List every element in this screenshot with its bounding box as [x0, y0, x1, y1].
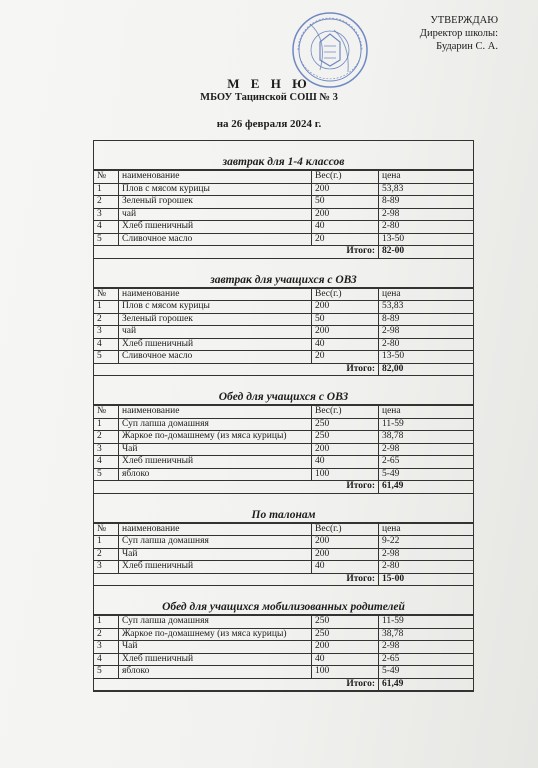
- table-row: [94, 221, 473, 234]
- column-header: №: [94, 288, 119, 301]
- table-cell: 2-98: [379, 326, 474, 339]
- table-cell: 11-59: [379, 418, 474, 431]
- table-cell: 1: [94, 183, 119, 196]
- table-cell: 5: [94, 468, 119, 481]
- approval-position: Директор школы:: [419, 28, 498, 39]
- section-title: завтрак для учащихся с ОВЗ: [94, 271, 473, 288]
- table-cell: Хлеб пшеничный: [119, 561, 312, 574]
- column-header: №: [94, 523, 119, 536]
- section-spacer: [94, 141, 473, 153]
- table-row: [94, 616, 473, 629]
- section-title: Обед для учащихся с ОВЗ: [94, 388, 473, 405]
- total-row: [94, 363, 473, 376]
- table-row: [94, 628, 473, 641]
- table-row: [94, 548, 473, 561]
- table-cell: чай: [119, 208, 312, 221]
- table-row: [94, 183, 473, 196]
- table-cell: Хлеб пшеничный: [119, 221, 312, 234]
- school-name: МБОУ Тацинской СОШ № 3: [200, 92, 338, 103]
- table-cell: 2: [94, 313, 119, 326]
- table-row: [94, 301, 473, 314]
- column-header: №: [94, 171, 119, 184]
- table-row: [94, 561, 473, 574]
- table-cell: 8-89: [379, 313, 474, 326]
- table-cell: 38,78: [379, 628, 474, 641]
- table-cell: 3: [94, 443, 119, 456]
- table-cell: 50: [312, 313, 379, 326]
- table-cell: Зеленый горошек: [119, 196, 312, 209]
- table-cell: 2-98: [379, 548, 474, 561]
- table-cell: 2-98: [379, 443, 474, 456]
- table-cell: 2-80: [379, 338, 474, 351]
- section-title: завтрак для 1-4 классов: [94, 153, 473, 170]
- total-value: 82-00: [379, 246, 474, 259]
- table-cell: 200: [312, 536, 379, 549]
- total-value: 61,49: [379, 678, 474, 691]
- section-spacer: [94, 376, 473, 388]
- section-spacer: [94, 259, 473, 271]
- table-header-row: [94, 288, 473, 301]
- table-cell: 2: [94, 196, 119, 209]
- column-header: наименование: [119, 288, 312, 301]
- table-cell: 8-89: [379, 196, 474, 209]
- table-cell: 200: [312, 548, 379, 561]
- table-cell: 250: [312, 616, 379, 629]
- table-cell: 200: [312, 183, 379, 196]
- total-label: Итого:: [94, 481, 379, 494]
- table-cell: 4: [94, 338, 119, 351]
- table-cell: Плов с мясом курицы: [119, 301, 312, 314]
- total-row: [94, 573, 473, 586]
- column-header: Вес(г.): [312, 523, 379, 536]
- table-cell: 2-65: [379, 653, 474, 666]
- table-cell: 2: [94, 548, 119, 561]
- table-row: [94, 641, 473, 654]
- column-header: цена: [379, 288, 474, 301]
- section-title: Обед для учащихся мобилизованных родителей: [94, 598, 473, 615]
- table-cell: 40: [312, 456, 379, 469]
- table-cell: Суп лапша домашняя: [119, 418, 312, 431]
- table-cell: 13-50: [379, 351, 474, 364]
- table-cell: Чай: [119, 443, 312, 456]
- table-cell: яблоко: [119, 666, 312, 679]
- column-header: Вес(г.): [312, 406, 379, 419]
- approval-block: [420, 14, 498, 53]
- table-cell: 38,78: [379, 431, 474, 444]
- column-header: цена: [379, 171, 474, 184]
- table-cell: Жаркое по-домашнему (из мяса курицы): [119, 431, 312, 444]
- table-row: [94, 196, 473, 209]
- table-cell: 2-98: [379, 208, 474, 221]
- column-header: №: [94, 406, 119, 419]
- table-cell: яблоко: [119, 468, 312, 481]
- total-row: [94, 678, 473, 691]
- table-row: [94, 431, 473, 444]
- table-cell: 20: [312, 233, 379, 246]
- menu-title: М Е Н Ю: [227, 76, 311, 91]
- table-cell: 250: [312, 431, 379, 444]
- table-row: [94, 666, 473, 679]
- total-row: [94, 481, 473, 494]
- table-cell: 40: [312, 653, 379, 666]
- table-cell: 40: [312, 561, 379, 574]
- column-header: наименование: [119, 523, 312, 536]
- table-cell: 5-49: [379, 468, 474, 481]
- table-cell: 100: [312, 666, 379, 679]
- total-row: [94, 246, 473, 259]
- table-row: [94, 443, 473, 456]
- section-table: [94, 523, 473, 587]
- section-table: [94, 170, 473, 259]
- table-cell: 1: [94, 616, 119, 629]
- total-label: Итого:: [94, 678, 379, 691]
- column-header: Вес(г.): [312, 288, 379, 301]
- column-header: цена: [379, 406, 474, 419]
- table-cell: Чай: [119, 548, 312, 561]
- table-cell: Чай: [119, 641, 312, 654]
- table-cell: 53,83: [379, 183, 474, 196]
- table-row: [94, 326, 473, 339]
- column-header: цена: [379, 523, 474, 536]
- table-cell: 20: [312, 351, 379, 364]
- table-cell: 2-65: [379, 456, 474, 469]
- table-cell: 200: [312, 641, 379, 654]
- table-cell: 2-98: [379, 641, 474, 654]
- table-cell: 1: [94, 301, 119, 314]
- table-cell: 3: [94, 326, 119, 339]
- approval-name: Бударин С. А.: [436, 41, 498, 52]
- section-table: [94, 615, 473, 691]
- table-row: [94, 456, 473, 469]
- table-header-row: [94, 171, 473, 184]
- table-row: [94, 208, 473, 221]
- section-title: По талонам: [94, 506, 473, 523]
- table-cell: 13-50: [379, 233, 474, 246]
- table-cell: Хлеб пшеничный: [119, 653, 312, 666]
- table-cell: Хлеб пшеничный: [119, 338, 312, 351]
- column-header: Вес(г.): [312, 171, 379, 184]
- section-spacer: [94, 494, 473, 506]
- table-cell: Плов с мясом курицы: [119, 183, 312, 196]
- table-cell: 4: [94, 456, 119, 469]
- total-value: 82,00: [379, 363, 474, 376]
- table-cell: чай: [119, 326, 312, 339]
- table-cell: 40: [312, 338, 379, 351]
- table-cell: Хлеб пшеничный: [119, 456, 312, 469]
- total-label: Итого:: [94, 246, 379, 259]
- table-cell: 4: [94, 653, 119, 666]
- menu-date: на 26 февраля 2024 г.: [216, 118, 322, 130]
- section-spacer: [94, 586, 473, 598]
- table-cell: Суп лапша домашняя: [119, 616, 312, 629]
- table-cell: 3: [94, 561, 119, 574]
- table-cell: 250: [312, 628, 379, 641]
- total-value: 61,49: [379, 481, 474, 494]
- table-cell: 3: [94, 208, 119, 221]
- table-cell: 9-22: [379, 536, 474, 549]
- table-cell: Сливочное масло: [119, 233, 312, 246]
- menu-table: [93, 140, 474, 692]
- column-header: наименование: [119, 406, 312, 419]
- table-cell: 5-49: [379, 666, 474, 679]
- table-cell: 200: [312, 208, 379, 221]
- table-cell: 2-80: [379, 561, 474, 574]
- table-cell: 2: [94, 628, 119, 641]
- table-row: [94, 468, 473, 481]
- table-header-row: [94, 406, 473, 419]
- table-cell: 2-80: [379, 221, 474, 234]
- table-row: [94, 351, 473, 364]
- section-table: [94, 288, 473, 377]
- table-row: [94, 338, 473, 351]
- table-row: [94, 418, 473, 431]
- table-cell: 2: [94, 431, 119, 444]
- table-cell: 5: [94, 233, 119, 246]
- approval-label: УТВЕРЖДАЮ: [430, 15, 498, 26]
- table-row: [94, 536, 473, 549]
- table-cell: 53,83: [379, 301, 474, 314]
- table-cell: 4: [94, 221, 119, 234]
- table-cell: 1: [94, 418, 119, 431]
- table-cell: 11-59: [379, 616, 474, 629]
- table-cell: 250: [312, 418, 379, 431]
- table-cell: Сливочное масло: [119, 351, 312, 364]
- table-cell: Зеленый горошек: [119, 313, 312, 326]
- table-row: [94, 233, 473, 246]
- table-cell: 200: [312, 443, 379, 456]
- table-cell: Суп лапша домашняя: [119, 536, 312, 549]
- table-cell: 50: [312, 196, 379, 209]
- total-label: Итого:: [94, 573, 379, 586]
- table-cell: 5: [94, 351, 119, 364]
- table-cell: 3: [94, 641, 119, 654]
- table-cell: Жаркое по-домашнему (из мяса курицы): [119, 628, 312, 641]
- table-cell: 200: [312, 301, 379, 314]
- total-label: Итого:: [94, 363, 379, 376]
- table-cell: 40: [312, 221, 379, 234]
- table-cell: 5: [94, 666, 119, 679]
- table-cell: 100: [312, 468, 379, 481]
- table-row: [94, 653, 473, 666]
- column-header: наименование: [119, 171, 312, 184]
- table-cell: 1: [94, 536, 119, 549]
- table-row: [94, 313, 473, 326]
- section-table: [94, 405, 473, 494]
- total-value: 15-00: [379, 573, 474, 586]
- table-header-row: [94, 523, 473, 536]
- table-cell: 200: [312, 326, 379, 339]
